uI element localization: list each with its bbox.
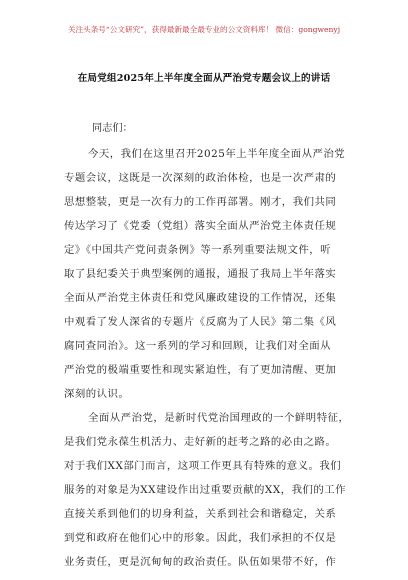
header-note: 关注头条号“公文研究”，获得最新最全最专业的公文资料库！ 微信：gongwenyj bbox=[67, 25, 341, 34]
body-line: 服务的对象是为XX建设作出过重要贡献的XX，我们的工作 bbox=[64, 484, 347, 496]
body-line: 取了县纪委关于典型案例的通报，通报了我局上半年落实 bbox=[64, 268, 337, 280]
body-line: 到党和政府在他们心中的形象。因此，我们承担的不仅是 bbox=[64, 532, 337, 544]
body-line: 深刻的认识。 bbox=[64, 388, 130, 400]
salutation: 同志们： bbox=[92, 123, 133, 134]
body-line: 思想整装，更是一次有力的工作再部署。刚才，我们共同 bbox=[64, 196, 337, 208]
body-line: 定》《中国共产党问责条例》等一系列重要法规文件，听 bbox=[64, 244, 332, 256]
body-line: 是我们党永葆生机活力、走好新的赶考之路的必由之路。 bbox=[64, 436, 337, 448]
body-line: 专题会议，这既是一次深刻的政治体检，也是一次严肃的 bbox=[64, 172, 337, 184]
body-line: 传达学习了《党委（党组）落实全面从严治党主体责任规 bbox=[64, 220, 337, 232]
body-line: 中观看了发人深省的专题片《反腐为了人民》第二集《风 bbox=[64, 316, 337, 328]
document-title: 在局党组2025年上半年度全面从严治党专题会议上的讲话 bbox=[77, 73, 331, 84]
body-line: 直接关系到他们的切身利益，关系到社会和谐稳定，关系 bbox=[64, 508, 337, 520]
body-line: 今天，我们在这里召开2025年上半年度全面从严治党 bbox=[88, 148, 346, 160]
body-line: 腐同查同治》。这一系列的学习和回顾，让我们对全面从 bbox=[64, 340, 332, 352]
body-line: 全面从严治党主体责任和党风廉政建设的工作情况，还集 bbox=[64, 292, 337, 304]
body-line: 对于我们XX部门而言，这项工作更具有特殊的意义。我们 bbox=[64, 460, 342, 472]
body-line: 全面从严治党，是新时代党治国理政的一个鲜明特征， bbox=[88, 412, 350, 424]
body-line: 严治党的极端重要性和现实紧迫性，有了更加清醒、更加 bbox=[64, 364, 337, 376]
body-line: 业务责任，更是沉甸甸的政治责任。队伍如果带不好，作 bbox=[64, 556, 337, 568]
